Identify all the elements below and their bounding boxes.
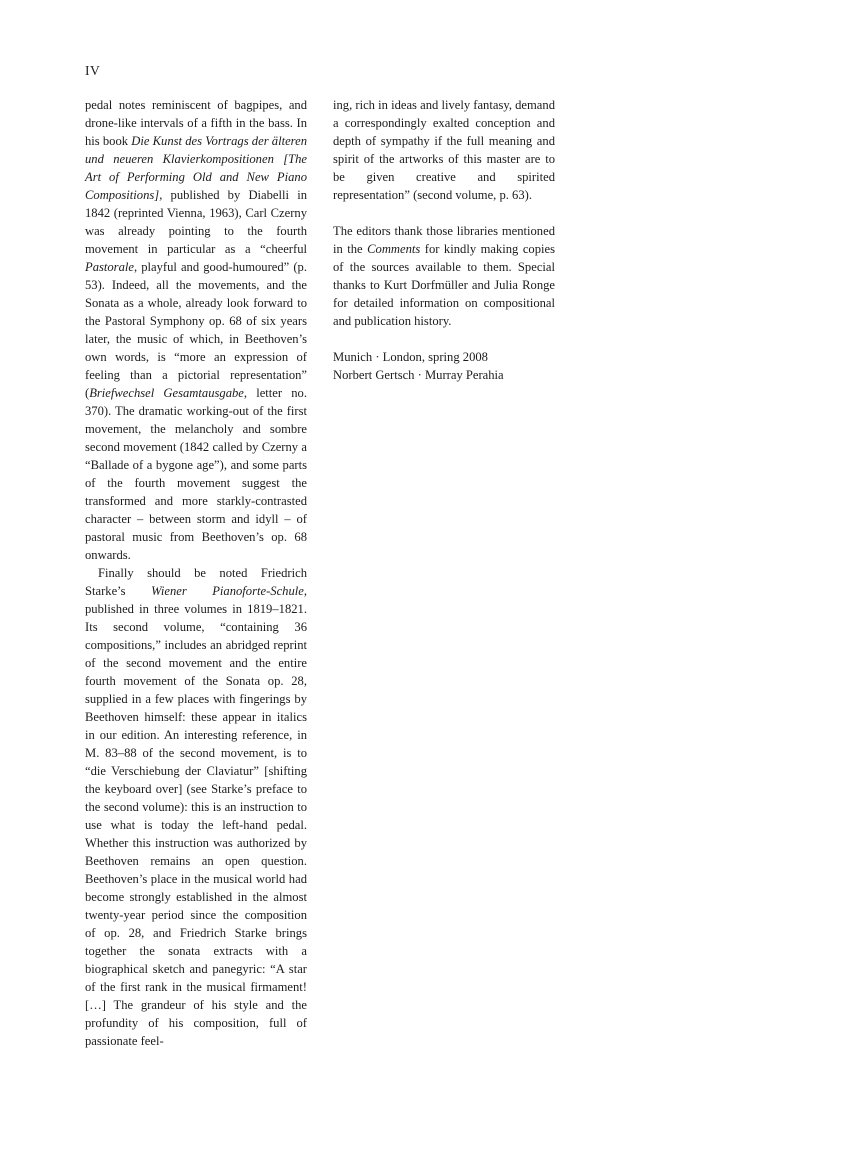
text-segment: , letter no. 370). The dramatic working-out of the first movement, the melancholy and sombre second movement (1842 called by Czerny a “Ballade of a bygone age”), and some parts of the fourth movement suggest the transformed and more starkly-contrasted character – between storm and idyll – of pastoral music from Beethoven’s op. 68 onwards. [85,386,308,562]
paragraph [85,96,307,564]
text-segment: pedal notes reminiscent of bagpipes, and drone-like intervals of a fifth in the bass. In his book [85,98,307,148]
text-segment: , published by Diabelli in 1842 (reprinted Vienna, 1963), Carl Czerny was already pointing to the fourth movement in particular as a “cheerful [85,188,307,256]
italic-text-segment: Comments [367,242,421,256]
italic-text-segment: [The Art of Performing Old and New Piano Compositions] [85,152,307,202]
text-segment: Finally should be noted Friedrich Starke’s [85,566,307,598]
paragraph [333,348,555,366]
text-column-right [333,96,555,1050]
paragraph [85,564,307,1050]
text-segment: for kindly making copies of the sources available to them. Special thanks to Kurt Dorfmüller and Julia Ronge for detailed information on compositional and publication history. [333,242,555,328]
page-number: IV [85,63,101,78]
text-segment: , published in three volumes in 1819–1821. Its second volume, “containing 36 compositions,” includes an abridged reprint of the second movement and the entire fourth movement of the Sonata op. 28, supplied in a few places with fingerings by Beethoven himself: these appear in italics in our edition. An interesting reference, in M. 83–88 of the second movement, is to “die Verschiebung der Claviatur” [shifting the keyboard over] (see Starke’s preface to the second volume): this is an instruction to use what is today the left-hand pedal. Whether this instruction was authorized by Beethoven remains an open question. Beethoven’s place in the musical world had become strongly established in the almost twenty-year period since the composition of op. 28, and Friedrich Starke brings together the sonata extracts with a biographical sketch and panegyric: “A star of the first rank in the musical firmament! […] The grandeur of his style and the profundity of his composition, full of passionate feel- [85,584,307,1048]
italic-text-segment: Die Kunst des Vortrags der älteren und neueren Klavierkompositionen [85,134,307,166]
paragraph [333,366,555,384]
italic-text-segment: Briefwechsel Gesamtausgabe [89,386,244,400]
text-segment [274,152,283,166]
text-segment: The editors thank those libraries mentioned in the [333,224,555,256]
text-segment: ing, rich in ideas and lively fantasy, demand a correspondingly exalted conception and depth of sympathy if the full meaning and spirit of the artworks of this master are to be given creative and spirited representation” (second volume, p. 63). [333,98,555,202]
text-segment: Munich · London, spring 2008 [333,350,488,364]
italic-text-segment: Wiener Pianoforte-Schule [151,584,304,598]
text-column-left [85,96,307,1050]
paragraph [333,222,555,330]
text-segment: Norbert Gertsch · Murray Perahia [333,368,504,382]
page-content [85,96,555,1050]
paragraph [333,96,555,204]
text-segment: , playful and good-humoured” (p. 53). Indeed, all the movements, and the Sonata as a whole, already look forward to the Pastoral Symphony op. 68 of six years later, the music of which, in Beethoven’s own words, is “more an expression of feeling than a pictorial representation” ( [85,260,307,400]
italic-text-segment: Pastorale [85,260,134,274]
